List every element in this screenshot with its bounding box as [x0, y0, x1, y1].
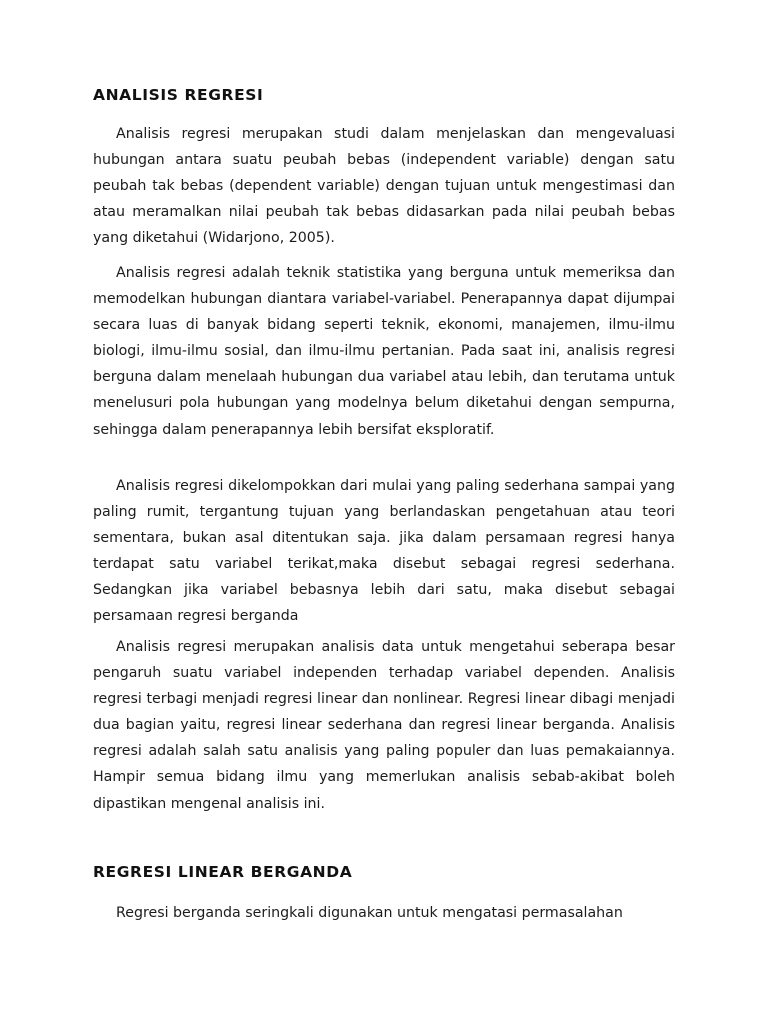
paragraph-multiple-regression-intro: Regresi berganda seringkali digunakan untuk mengatasi permasalahan: [116, 905, 623, 921]
section-title-analisis-regresi: ANALISIS REGRESI: [93, 86, 264, 104]
paragraph-definition: Analisis regresi merupakan studi dalam menjelaskan dan mengevaluasi hubungan antara suatu peubah bebas (independent variable) dengan satu peubah tak bebas (dependent variable) dengan tujuan untuk mengestimasi dan atau meramalkan nilai peubah tak bebas didasarkan pada nilai peubah bebas yang diketahui (Widarjono, 2005).: [93, 126, 675, 247]
section-title-regresi-linear-berganda: REGRESI LINEAR BERGANDA: [93, 863, 353, 881]
paragraph-classification: Analisis regresi dikelompokkan dari mulai yang paling sederhana sampai yang paling rumit, tergantung tujuan yang berlandaskan pengetahuan atau teori sementara, bukan asal ditentukan saja. jika dalam persamaan regresi hanya terdapat satu variabel terikat,maka disebut sebagai regresi sederhana. Sedangkan jika variabel bebasnya lebih dari satu, maka disebut sebagai persamaan regresi berganda: [93, 478, 675, 625]
paragraph-data-analysis: Analisis regresi merupakan analisis data untuk mengetahui seberapa besar pengaruh suatu variabel independen terhadap variabel dependen. Analisis regresi terbagi menjadi regresi linear dan nonlinear. Regresi linear dibagi menjadi dua bagian yaitu, regresi linear sederhana dan regresi linear berganda. Analisis regresi adalah salah satu analisis yang paling populer dan luas pemakaiannya. Hampir semua bidang ilmu yang memerlukan analisis sebab-akibat boleh dipastikan mengenal analisis ini.: [93, 639, 675, 812]
paragraph-statistical-technique: Analisis regresi adalah teknik statistika yang berguna untuk memeriksa dan memodelkan hubungan diantara variabel-variabel. Penerapannya dapat dijumpai secara luas di banyak bidang seperti teknik, ekonomi, manajemen, ilmu-ilmu biologi, ilmu-ilmu sosial, dan ilmu-ilmu pertanian. Pada saat ini, analisis regresi berguna dalam menelaah hubungan dua variabel atau lebih, dan terutama untuk menelusuri pola hubungan yang modelnya belum diketahui dengan sempurna, sehingga dalam penerapannya lebih bersifat eksploratif.: [93, 265, 675, 438]
